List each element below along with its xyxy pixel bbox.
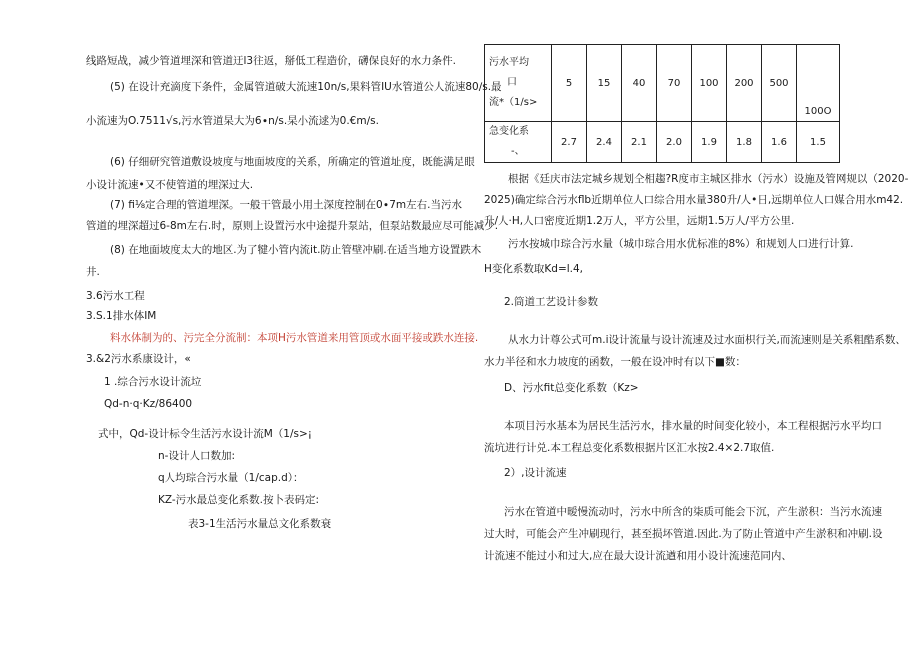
- header-text: 污水平均: [489, 57, 529, 68]
- para-line: 污水在管道中暧慢流动吋，污水中所含的柒质可能会下沉，产生淤积：当污水流速: [504, 506, 882, 518]
- table-cell: 1.5: [797, 122, 840, 163]
- table-cell: 1.8: [727, 122, 762, 163]
- table-caption: 表3-1生活污水量总文化系数衰: [188, 518, 332, 530]
- table-cell: 2.4: [587, 122, 622, 163]
- item-heading: D、污水fit总变化系数（Kz>: [504, 382, 639, 394]
- para-line: 2025)确定综合污水flb近期单位人口综合用水量380升/人•日,远期单位人口媒合用水m42.: [484, 194, 904, 206]
- formula: Qd-n·q·Kz/86400: [104, 398, 193, 410]
- header-text: 流*（1∕s>: [489, 97, 538, 108]
- para-line: (8) 在地面坡度太大的地区.为了犍小管内流it.防止管壁冲刷.在适当地方设置跌木: [110, 244, 482, 256]
- table-cell: 5: [552, 45, 587, 122]
- para-line: 根据《廷庆市法定城乡规划仝相趨?R度市主城区排水（污水）设施及管网规以（2020-: [508, 173, 909, 185]
- table-cell: 1.6: [762, 122, 797, 163]
- para-line: (5) 在设计充滴度下条件，金属管道破大流速10n∕s,果料管IU水管道公人流速80∕s.最: [110, 81, 502, 93]
- para-line: 污水按城巾琮合污水量（城巾琮合用水优标准的8%）和规划人口进行计算.: [508, 238, 854, 250]
- section-heading: 2.筒道工艺设计参数: [504, 296, 599, 308]
- header-text: 急变化系: [489, 126, 529, 137]
- para-line: 水力半径和水力坡度的函数，一般在设冲时有以下■数：: [484, 356, 746, 368]
- table-cell: 15: [587, 45, 622, 122]
- para-line: H变化系数取Kd=l.4,: [484, 263, 584, 275]
- para-line: 升/人·H,人口密度近期1.2万人，平方公里，远期1.5万人/平方公里.: [484, 215, 795, 227]
- table-cell: 500: [762, 45, 797, 122]
- table-cell: 40: [622, 45, 657, 122]
- table-cell: 2.0: [657, 122, 692, 163]
- table-header-cell: [485, 122, 552, 163]
- table-cell: 200: [727, 45, 762, 122]
- formula-def: KZ-污水最总变化系数.按卜表码定:: [158, 494, 320, 506]
- table-cell: 2.7: [552, 122, 587, 163]
- para-line: 本项目污水基本为居民生活污水，排水量的时间变化较小，本工程根据污水平均口: [504, 420, 882, 432]
- para-line: 从水力计尊公式可m.i设计流量与设计流速及过水面枳行关,而流速则是关系粗酷系数、: [508, 334, 906, 346]
- para-line: 小流速为O.7511√s,污水管道杲大为6∙n∕s.杲小流逑为0.€m∕s.: [86, 115, 379, 127]
- para-line: (7) fi⅛定合理的管道埋深。一般干管最小用土深度控制在0∙7m左右.当污水: [110, 199, 462, 211]
- table-row: [485, 122, 840, 163]
- para-line: 管道的埋深超过6-8m左右.时，原则上设置污水中途提升泵站，但泵站数最应尽可能减少.: [86, 220, 499, 232]
- table-cell: 100: [692, 45, 727, 122]
- para-line: 井.: [86, 266, 100, 278]
- formula-def: n-设计人口数加:: [158, 450, 235, 462]
- para-line: 过大时，可能会产生冲刷现行，甚至损坏管道.因此.为了防止管道中产生淤积和冲刷.设: [484, 528, 883, 540]
- item-heading: 1 .综合污水设计流垃: [104, 376, 202, 388]
- formula-def: q人均琮合污水量（1/cap.d）：: [158, 472, 304, 484]
- kz-coefficient-table: [484, 44, 840, 163]
- formula-def: 式中，Qd-设计标令生活污水设计流M（1/s>¡: [98, 428, 312, 440]
- header-text: 口: [507, 77, 517, 88]
- table-row: [485, 45, 840, 122]
- header-text: -、: [511, 146, 525, 157]
- item-heading: 2）,设计流速: [504, 467, 567, 479]
- subsection-heading: 3.S.1排水体IM: [86, 310, 157, 322]
- highlighted-note: 料水体制为的、污完全分流制：本项H污水管道来用管顶或水面平接或跌水连接.: [110, 332, 479, 344]
- table-cell: 1.9: [692, 122, 727, 163]
- para-line: 小设计流速•又不使管道的埋深过大.: [86, 179, 254, 191]
- para-line: 线路短战，减少管道埋深和管道迂l3往返，掰低工程造价，礴保良好的水力条件.: [86, 55, 456, 67]
- table-cell: 100O: [797, 45, 840, 122]
- section-heading: 3.6污水工程: [86, 290, 145, 302]
- table-cell: 70: [657, 45, 692, 122]
- para-line: (6) 仔细研究管道敷设坡度与地面坡度的关系，所确定的管道址度，既能满足眼: [110, 156, 475, 168]
- table-cell: 2.1: [622, 122, 657, 163]
- para-line: 计流速不能过小和过大,应在最大设计流遒和用小设计流速范同内、: [484, 550, 792, 562]
- table-header-cell: [485, 45, 552, 122]
- subsection-heading: 3.&2污水系康设计，«: [86, 353, 191, 365]
- para-line: 流坑进行计兑.本工程总变化系数根据片区汇水按2.4×2.7取值.: [484, 442, 775, 454]
